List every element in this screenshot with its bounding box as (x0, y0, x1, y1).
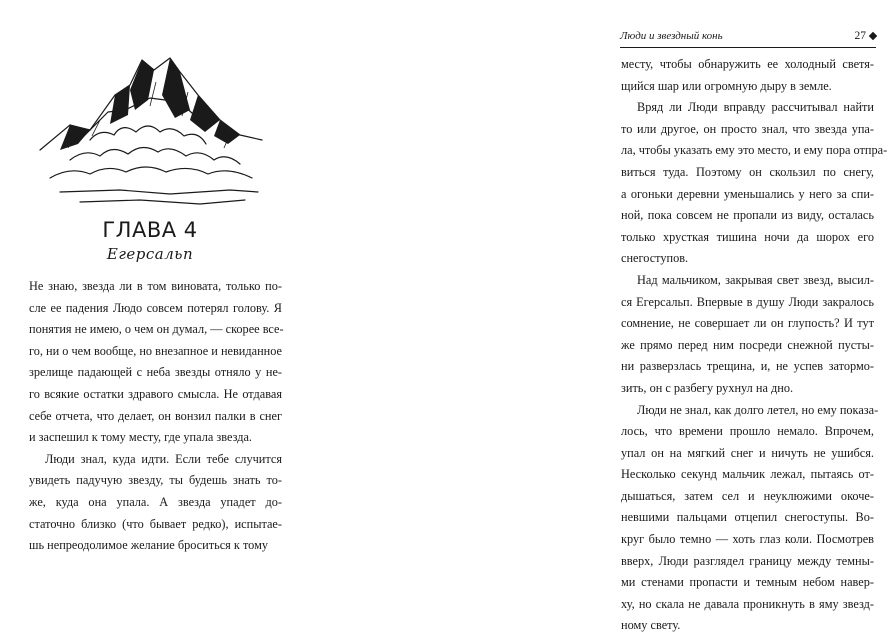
text-line: лось, что времени прошло немало. Впрочем, (621, 421, 874, 443)
paragraph (621, 54, 874, 97)
text-line: статочно близко (что бывает редко), испытае- (29, 514, 282, 536)
text-line: упал он на мягкий снег и ничуть не ушибся. (621, 443, 874, 465)
text-line: себе отчета, что делает, он вонзил палки в снег (29, 406, 282, 428)
right-page-text (621, 54, 874, 637)
right-page (300, 0, 600, 476)
text-line: только хрусткая тишина ночи да шорох его (621, 227, 874, 249)
snowy-mountain-illustration (30, 40, 270, 210)
text-line: снегоступов. (621, 248, 874, 270)
text-line: то или другое, он просто знал, что звезда упа- (621, 119, 874, 141)
text-line: ной, пока совсем не пропали из виду, осталась (621, 205, 874, 227)
left-page-text (29, 276, 282, 557)
text-line: увидеть падучую звезду, ты будешь знать то- (29, 470, 282, 492)
text-line: а огоньки деревни уменьшались у него за спи- (621, 184, 874, 206)
text-line: ни разверзлась трещина, и, не успев затормо- (621, 356, 874, 378)
chapter-subtitle: Егерсальп (0, 245, 300, 263)
paragraph (621, 97, 874, 270)
text-line: ху, но скала не давала проникнуть в яму звезд- (621, 594, 874, 616)
page-number: 27 (855, 30, 867, 42)
header-rule (620, 47, 876, 48)
text-line: ному свету. (621, 615, 874, 637)
text-line: круг было темно — хоть глаз коли. Посмотрев (621, 529, 874, 551)
text-line: понятия не имею, о чем он думал, — скорее все- (29, 319, 282, 341)
text-line: Вряд ли Люди вправду рассчитывал найти (621, 97, 874, 119)
text-line: Несколько секунд мальчик лежал, пытаясь от- (621, 464, 874, 486)
text-line: же прямо перед ним посреди снежной пусты- (621, 335, 874, 357)
text-line: месту, чтобы обнаружить ее холодный светя- (621, 54, 874, 76)
left-page (0, 0, 300, 476)
text-line: вверх, Люди разглядел границу между темны- (621, 551, 874, 573)
text-line: зрелище падающей с неба звезды отняло у не- (29, 362, 282, 384)
text-line: шь непреодолимое желание броситься к тому (29, 535, 282, 557)
text-line: Не знаю, звезда ли в том виновата, только по- (29, 276, 282, 298)
text-line: ми стенами пропасти и темным небом навер- (621, 572, 874, 594)
paragraph (29, 276, 282, 449)
text-line: го всякие остатки здравого смысла. Не отдавая (29, 384, 282, 406)
text-line: Люди не знал, как долго летел, но ему показа- (621, 400, 874, 422)
text-line: же, куда она упала. А звезда упадет до- (29, 492, 282, 514)
diamond-ornament-icon (869, 32, 877, 40)
text-line: сле ее падения Людо совсем потерял голову. Я (29, 298, 282, 320)
text-line: го, ни о чем вообще, но внезапное и невиданное (29, 341, 282, 363)
text-line: дышаться, затем сел и неуклюжими окоче- (621, 486, 874, 508)
paragraph (621, 400, 874, 637)
running-title: Люди и звездный конь (620, 30, 723, 42)
text-line: ся Егерсальп. Впервые в душу Люди закралось (621, 292, 874, 314)
text-line: щийся шар или огромную дыру в земле. (621, 76, 874, 98)
text-line: и заспешил к тому месту, где упала звезда. (29, 427, 282, 449)
text-line: сомнение, не совершает ли он глупость? И тут (621, 313, 874, 335)
text-line: Люди знал, куда идти. Если тебе случится (29, 449, 282, 471)
text-line: ла, чтобы указать ему это место, и ему пора отпра- (621, 140, 874, 162)
paragraph (621, 270, 874, 400)
chapter-title: ГЛАВА 4 (0, 218, 300, 242)
text-line: зить, он с разбегу рухнул на дно. (621, 378, 874, 400)
text-line: невшими пальцами отцепил снегоступы. Во- (621, 507, 874, 529)
text-line: виться туда. Поэтому он скользил по снегу, (621, 162, 874, 184)
text-line: Над мальчиком, закрывая свет звезд, высил- (621, 270, 874, 292)
paragraph (29, 449, 282, 557)
